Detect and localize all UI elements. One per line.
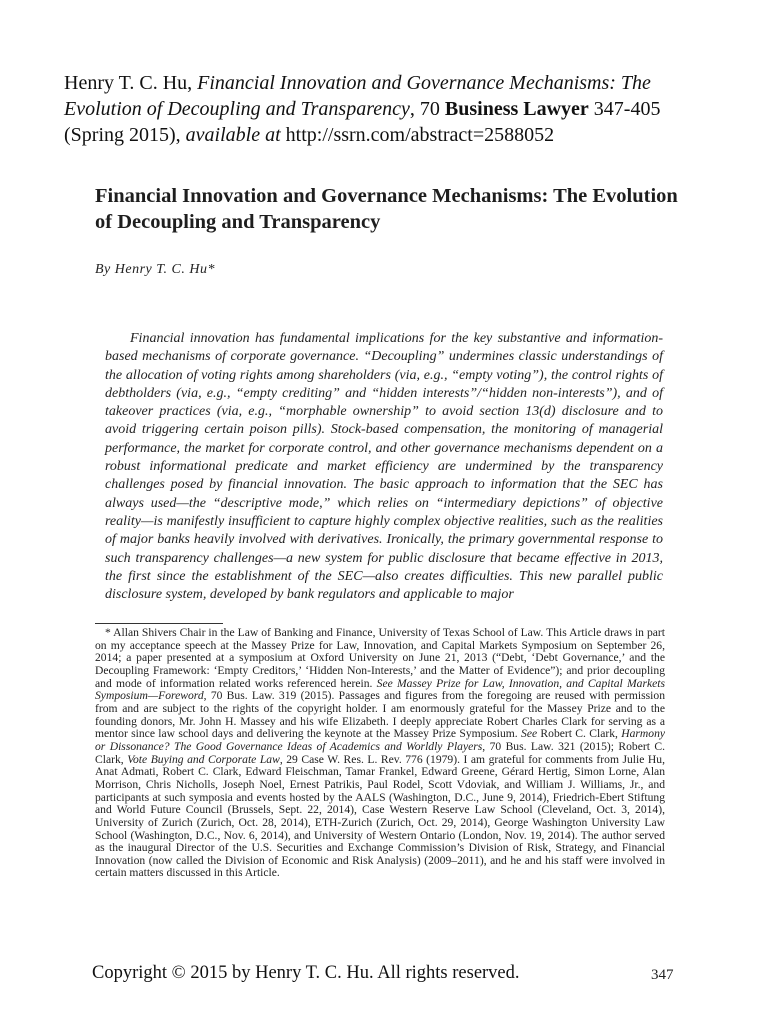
footnote-see-1: See Massey Prize for Law, Innovation, and Capital Markets Symposium—Foreword xyxy=(95,676,665,703)
citation-pages: 347-405 (Spring 2015), xyxy=(64,98,661,146)
footnote-cited-title-1: Harmony or Dissonance? The Good Governance Ideas of Academics and Worldly Players xyxy=(95,727,666,753)
footnote-text-3: Robert C. Clark, xyxy=(537,727,622,741)
citation-journal: Business Lawyer xyxy=(444,98,589,120)
footnote-see-2: See xyxy=(521,727,538,741)
article-title: Financial Innovation and Governance Mechanisms: The Evolution of Decoupling and Transparency xyxy=(95,185,678,233)
citation-article-title: Financial Innovation and Governance Mechanisms: The Evolution of Decoupling and Transparency xyxy=(64,72,651,120)
footnote-text-4: , 70 Bus. Law. 321 (2015); Robert C. Clark, xyxy=(95,739,665,766)
footnote-cited-title-2: Vote Buying and Corporate Law xyxy=(127,752,280,766)
citation-header xyxy=(64,70,708,148)
citation-available-at: available at xyxy=(185,124,281,146)
footnote xyxy=(95,627,665,880)
citation-volume: , 70 xyxy=(409,98,445,120)
citation-author: Henry T. C. Hu, xyxy=(64,72,198,94)
footnote-text-1: * Allan Shivers Chair in the Law of Banking and Finance, University of Texas School of Law. This Article draws in part on my acceptance speech at the Massey Prize for Law, Innovation, and Capital Markets Symposium on September 26, 2014; a paper presented at a symposium at Oxford University on June 21, 2013 (“Debt, ‘Debt Governance,’ and the Decoupling Framework: ‘Empty Creditors,’ ‘Hidden Non-Interests,’ and the Matter of Evidence”); and prior decoupling and mode of information related works referenced herein. xyxy=(95,626,665,690)
abstract: Financial innovation has fundamental implications for the key substantive and information-based mechanisms of corporate governance. “Decoupling” undermines classic understandings of the allocation of voting rights among shareholders (via, e.g., “empty voting”), the control rights of debtholders (via, e.g., “empty crediting” and “hidden interests”/“hidden non-interests”), and of takeover practices (via, e.g., “morphable ownership” to avoid section 13(d) disclosure and to avoid triggering certain poison pills). Stock-based compensation, the monitoring of managerial performance, the market for corporate control, and other governance mechanisms dependent on a robust informational predicate and market efficiency are undermined by the transparency challenges posed by financial innovation. The basic approach to information that the SEC has always used—the “descriptive mode,” which relies on “intermediary depictions” of objective reality—is manifestly insufficient to capture highly complex objective realities, such as the realities of major banks heavily involved with derivatives. Ironically, the primary governmental response to such transparency challenges—a new system for public disclosure that became effective in 2013, the first since the establishment of the SEC—also creates difficulties. This new parallel public disclosure system, developed by bank regulators and applicable to major xyxy=(105,331,663,603)
footnote-divider xyxy=(95,623,223,624)
page-number: 347 xyxy=(651,967,674,983)
footnote-text-2: , 70 Bus. Law. 319 (2015). Passages and figures from the foregoing are reused with permission from and are subject to the rights of the copyright holder. I am enormously grateful for the Massey Prize and to the founding donors, Mr. John H. Massey and his wife Elizabeth. I deeply appreciate Robert Charles Clark for serving as a mentor since law school days and delivering the keynote at the Massey Prize Symposium. xyxy=(95,689,665,741)
footnote-text-5: , 29 Case W. Res. L. Rev. 776 (1979). I am grateful for comments from Julie Hu, Anat Admati, Robert C. Clark, Edward Fleischman, Tamar Frankel, Edward Greene, Gérard Hertig, Simon Lorne, Alan Morrison, Chris Nicholls, Joseph Noel, Ernest Patrikis, Paul Rodel, Scott Vdoviak, and William J. Williams, Jr., and participants at such symposia and events hosted by the AALS (Washington, D.C., June 9, 2014), Friedrich-Ebert Stiftung and World Future Council (Brussels, Sept. 22, 2014), Case Western Reserve Law School (Cleveland, Oct. 3, 2014), University of Zurich (Zurich, Oct. 28, 2014), ETH-Zurich (Zurich, Oct. 29, 2014), George Washington University Law School (Washington, D.C., Nov. 6, 2014), and University of Western Ontario (London, Nov. 19, 2014). The author served as the inaugural Director of the U.S. Securities and Exchange Commission’s Division of Risk, Strategy, and Financial Innovation (now called the Division of Economic and Risk Analysis) (2009–2011), and he and his staff were involved in certain matters discussed in this Article. xyxy=(95,752,666,880)
citation-url[interactable]: http://ssrn.com/abstract=2588052 xyxy=(280,124,555,146)
byline: By Henry T. C. Hu* xyxy=(95,262,215,277)
copyright-notice: Copyright © 2015 by Henry T. C. Hu. All rights reserved. xyxy=(92,963,520,983)
